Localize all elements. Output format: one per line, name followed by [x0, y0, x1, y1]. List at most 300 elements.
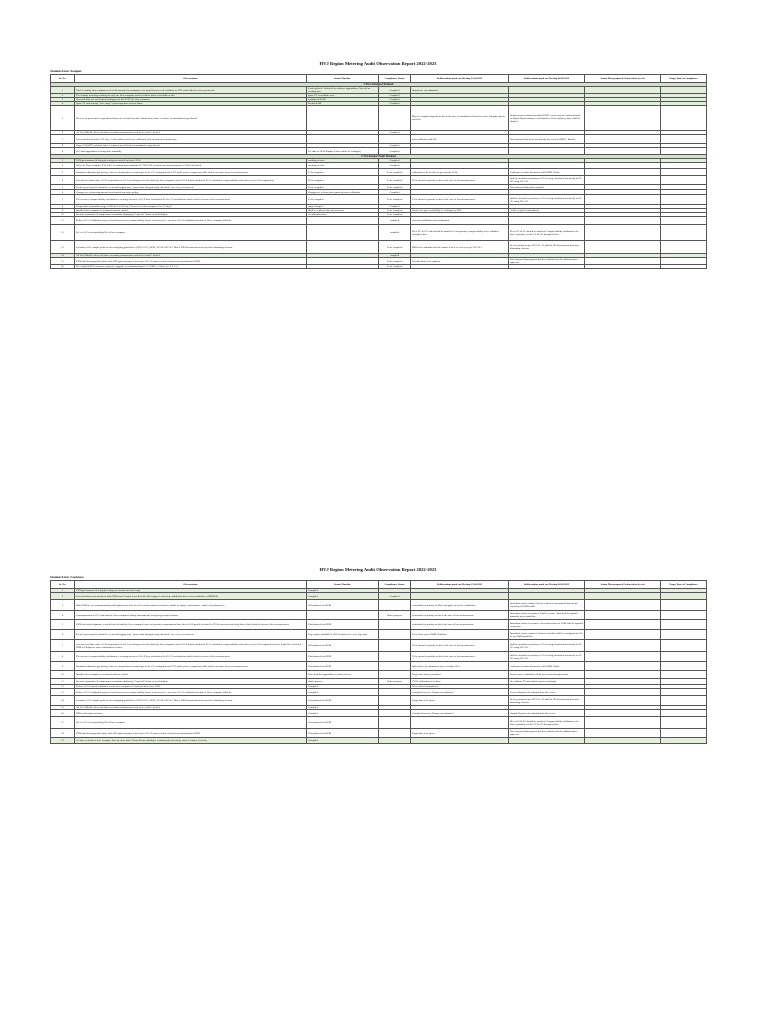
- cell-td: [661, 662, 707, 671]
- cell-comp: Complied: [379, 94, 411, 98]
- table-row: [51, 689, 707, 696]
- cell-ap: [585, 176, 661, 185]
- table-row: [51, 241, 707, 254]
- cell-d2: Action required immediately.: [509, 209, 585, 213]
- cell-d2: Ensure spare availability till the procurement/replacement: [509, 671, 585, 679]
- cell-status: Complied: [307, 706, 379, 710]
- table-header: [51, 75, 707, 83]
- cell-td: [661, 652, 707, 662]
- cell-comp: Complied: [379, 102, 411, 106]
- cell-d2: shall be attended on priority as 2% is being calculated incorrectly in FC FC using CO=0%.: [509, 195, 585, 205]
- cell-comp: To be complied: [379, 176, 411, 185]
- table-row: [51, 148, 707, 155]
- cell-status: Note shall the upgradation is under process: [307, 671, 379, 679]
- cell-d2: Zh of GC & FC should be matched. Compressibility validation to be done separately for the FC & GC through kelton.: [509, 717, 585, 729]
- cell-no: 5: [51, 185, 75, 190]
- cell-ap: [585, 258, 661, 265]
- cell-no: 14: [51, 254, 75, 258]
- cell-status: Rectified/OK: [307, 102, 379, 106]
- cell-status: Complied: [307, 710, 379, 717]
- cell-status: Visit planned for OEM: [307, 696, 379, 706]
- cell-ap: [585, 620, 661, 630]
- cell-status: [307, 225, 379, 241]
- cell-status: [307, 106, 379, 131]
- cell-status: To be complied: [307, 169, 379, 176]
- cell-status: Complied: [307, 738, 379, 744]
- cell-obs: It is observed that value of CO composition of GC is not being received in both the flow computers and AGA 8 details method in FC is calculated compressibility with value as zero CO composition.: [75, 176, 307, 185]
- table-row: [51, 611, 707, 620]
- cell-ap: [585, 652, 661, 662]
- cell-no: 19: [51, 738, 75, 744]
- cell-d1: PT Re calibration to be done.: [411, 679, 509, 685]
- cell-d2: Requirement of annual/monthly RFM's review may be explored based on Quant/Quant analysis of last Quarter. If not required, same shall be flushed.: [509, 106, 585, 131]
- cell-obs: Standard calibration gas having a diverse composition to natural gas in the GC configured and GCV under power compensate table which can cause incorrect measurement.: [75, 662, 307, 671]
- cell-obs: Pressure transmitter & temperature transmitter displaying “loop fail” alarm on local display.: [75, 679, 307, 685]
- cell-d2: Audit para is under discussion with CMSL Noida: [509, 662, 585, 671]
- cell-comp: complied: [379, 254, 411, 258]
- cell-comp: Complied: [379, 98, 411, 102]
- column-header: Action Plan proposed/Action taken by site: [585, 75, 661, 83]
- cell-d1: Target date may be provided: [411, 671, 509, 679]
- cell-status: Under process: [307, 679, 379, 685]
- cell-d1: [411, 717, 509, 729]
- observation-table: [50, 580, 707, 744]
- cell-no: 16: [51, 710, 75, 717]
- cell-td: [661, 258, 707, 265]
- cell-obs: USM stud having profiler plate with 10D upstream pipe is not as per AGA 9 same needs to clarify from manufacturer/OEM.: [75, 258, 307, 265]
- cell-no: 12: [51, 225, 75, 241]
- cell-td: [661, 241, 707, 254]
- cell-ap: [585, 738, 661, 744]
- table-row: [51, 593, 707, 600]
- cell-comp: [379, 671, 411, 679]
- cell-no: 1: [51, 159, 75, 163]
- cell-no: 7: [51, 195, 75, 205]
- cell-no: 6: [51, 630, 75, 640]
- table-row: [51, 671, 707, 679]
- cell-comp: [379, 600, 411, 611]
- cell-status: [307, 135, 379, 144]
- cell-status: as calibration done: [307, 213, 379, 217]
- cell-obs: USM real actual signature is not defined in both the flow computer hence no potentry compensation done this is SGS pacific deviated in FC & correction not being done which leads to incorrect flow measurement.: [75, 620, 307, 630]
- cell-status: To be complied: [307, 185, 379, 190]
- cell-d1: Target date to be given: [411, 696, 509, 706]
- cell-status: Visit planned for OEM: [307, 600, 379, 611]
- cell-td: [661, 135, 707, 144]
- cell-obs: Kelton AGA 9 validation report is found incorrect as compressibility factor is incorrect (i.e. not from AGA 8 validation but data of Flow computer utilised).: [75, 217, 307, 225]
- column-header: Sr. No.: [51, 75, 75, 83]
- cell-d1: corrected validation report submitted.: [411, 217, 509, 225]
- cell-no: 3: [51, 169, 75, 176]
- cell-ap: [585, 689, 661, 696]
- table-row: [51, 600, 707, 611]
- cell-ap: [585, 593, 661, 600]
- cell-no: 11: [51, 679, 75, 685]
- table-row: [51, 169, 707, 176]
- cell-comp: [379, 738, 411, 744]
- cell-comp: To be complied: [379, 265, 411, 269]
- table-row: [51, 738, 707, 744]
- cell-td: [661, 106, 707, 131]
- cell-d2: shall be attended on priority as 2% is being calculated incorrectly in FC FC using CO=0%.: [509, 640, 585, 652]
- cell-obs: The installed RTU elements required to upgrade for minimum band 1.1/ 2 DIPS, [ Clause no. 4.1.1.1]: [75, 265, 307, 269]
- cell-d1: to attended on priority as this is the case of loss measurement: [411, 611, 509, 620]
- cell-obs: Spare ST card bearing “over range” system/question system alarm.: [75, 102, 307, 106]
- cell-comp: To be complied: [379, 258, 411, 265]
- column-header: Deliberations made on Meeting 15.04.2023: [411, 581, 509, 589]
- cell-status: range changed: [307, 205, 379, 209]
- cell-status: [307, 611, 379, 620]
- cell-obs: USM performance & integrity testing not carried out since 2016.: [75, 159, 307, 163]
- cell-d2: Site informed that proposal has been initiated for the administrative approval: [509, 729, 585, 738]
- cell-obs: RTD verification not done.: [75, 710, 307, 717]
- cell-obs: Communication of GC with both the flow computers failing intermittently and giving frequent alarms.: [75, 611, 307, 620]
- cell-comp: complied: [379, 217, 411, 225]
- cell-status: configured & OK: [307, 98, 379, 102]
- cell-ap: [585, 696, 661, 706]
- cell-obs: Location of GC sample probe is not complying guidelines of ISO 10715 (API6, 2/10 & API 14.1 That is 20D downstream from any flow disturbing element.: [75, 696, 307, 706]
- cell-ap: [585, 135, 661, 144]
- cell-comp: [379, 729, 411, 738]
- cell-d1: [411, 148, 509, 155]
- cell-comp: [379, 106, 411, 131]
- cell-no: 15: [51, 258, 75, 265]
- cell-td: [661, 689, 707, 696]
- cell-d1: Provide status to be updated: [411, 258, 509, 265]
- cell-td: [661, 600, 707, 611]
- cell-d2: Sample Report to be submitted for the review: [509, 710, 585, 717]
- cell-obs: Changeover of metering stream is not carried out as per policy.: [75, 190, 307, 195]
- cell-td: [661, 729, 707, 738]
- cell-no: 17: [51, 717, 75, 729]
- cell-no: 4: [51, 176, 75, 185]
- cell-d1: Complied however, Report not submitted: [411, 689, 509, 696]
- cell-obs: GC time is ahead of flow computer time by more than 5 hours & time drifting is continuously increasing, same is require to rectify.: [75, 738, 307, 744]
- cell-d2: Site informed that meter has already been sent to RMPC, Baroda.: [509, 135, 585, 144]
- cell-comp: Complied: [379, 144, 411, 148]
- cell-td: [661, 611, 707, 620]
- cell-d1: [411, 265, 509, 269]
- table-header: [51, 581, 707, 589]
- report-title: HVJ Region Metering Audit Observation Report 2022-2023: [319, 61, 437, 66]
- cell-obs: G.C data upgradation is being done manually.: [75, 148, 307, 155]
- cell-status: Spare FC is available now.: [307, 94, 379, 98]
- cell-d1: To be attend on priority as this is the case of loss measurement: [411, 640, 509, 652]
- cell-td: [661, 148, 707, 155]
- cell-ap: [585, 265, 661, 269]
- cell-d1: [411, 593, 509, 600]
- cell-td: [661, 671, 707, 679]
- cell-ap: [585, 729, 661, 738]
- cell-obs: It is found that connectivity of both USM from Control room & field with Logtop is not being established due to non availability of MODEM.: [75, 593, 307, 600]
- cell-obs: Event log not specific about the event and logging only “power data changed using edit mode” for every event access.: [75, 630, 307, 640]
- cell-no: 10: [51, 671, 75, 679]
- table-row: [51, 135, 707, 144]
- cell-obs: It is found that bolt-dev 100 class, 1 inch turbine meters are calibrated with air instead of natural gas.: [75, 135, 307, 144]
- cell-comp: Complied: [379, 87, 411, 94]
- cell-obs: Both USM are not communicating with laptop from field as well as from control room hence unable to analyse performance, audit events,alarms etc.: [75, 600, 307, 611]
- column-header: Compliance Status: [379, 75, 411, 83]
- cell-obs: Event log not specific about the event and logging only “power data changed using edit mode” for every event access.: [75, 185, 307, 190]
- cell-d2: Immediate action required for the rederal of operational data for the checking of USM health.: [509, 600, 585, 611]
- table-row: [51, 630, 707, 640]
- cell-comp: [379, 696, 411, 706]
- cell-comp: Complied: [379, 163, 411, 169]
- cell-obs: Standard calibration gas having a diverse composition to natural gas in the GC configured and GCV under power compensate table which can cause incorrect measurement.: [75, 169, 307, 176]
- cell-status: [307, 265, 379, 269]
- cell-obs: All Gas 20th/40 valves and other secondary instruments needs to be sealed / locked.: [75, 131, 307, 135]
- cell-ap: [585, 630, 661, 640]
- cell-no: 16: [51, 265, 75, 269]
- cell-d2: [509, 217, 585, 225]
- table-row: [51, 195, 707, 205]
- report-page-2: [50, 566, 706, 744]
- cell-d1: To be attend on priority as this is the case of loss measurement.: [411, 195, 509, 205]
- cell-status: Visit planned for OEM: [307, 717, 379, 729]
- cell-no: 6: [51, 190, 75, 195]
- cell-comp: [379, 620, 411, 630]
- cell-ap: [585, 106, 661, 131]
- cell-obs: It is observed that value of CO composition of GC is not being received in both the flow computers and AGA 8 details method in FC is calculated compressibility with value as zero CO composition hence it shall be verified at RFM to Pholpus as same confirmation is there.: [75, 640, 307, 652]
- cell-d2: shall be attended on priority as 2% is being calculated incorrectly in FC FC using CO=0%.: [509, 652, 585, 662]
- cell-status: Complied: [307, 589, 379, 593]
- cell-obs: Temperature transmitter range is 300 Kr/T to 80 deg C however in flowcomputers 0 to 75 deg C.: [75, 205, 307, 209]
- cell-comp: [379, 710, 411, 717]
- cell-d1: To be done as per O&M Guideline: [411, 630, 509, 640]
- cell-ap: [585, 611, 661, 620]
- cell-td: [661, 710, 707, 717]
- cell-obs: Installed flow computer is technical obsolete model.: [75, 209, 307, 213]
- cell-d2: Immediate action is required. Until fix source, data shall be updated manually as per guideline.: [509, 611, 585, 620]
- observation-table: [50, 74, 707, 269]
- cell-no: 1: [51, 589, 75, 593]
- cell-status: Complied: [307, 593, 379, 600]
- table-row: [51, 265, 707, 269]
- cell-ap: [585, 217, 661, 225]
- cell-no: 13: [51, 689, 75, 696]
- cell-ap: [585, 717, 661, 729]
- table-row: [51, 258, 707, 265]
- cell-d1: R&D to be submitted for the further review or review as per API 14.1: [411, 241, 509, 254]
- cell-d2: Review points as per API 14.1. To shall be 5D downstream from any disturbing element.: [509, 241, 585, 254]
- cell-status: Complied: [307, 685, 379, 689]
- cell-d2: shall be attended on priority as 2% is being calculated incorrectly in FC FC using CO=0%.: [509, 176, 585, 185]
- column-header: Observations: [75, 581, 307, 589]
- cell-status: working on now: [307, 163, 379, 169]
- cell-d2: [509, 87, 585, 94]
- cell-d2: Correct Report to be submitted for the review: [509, 689, 585, 696]
- cell-obs: The incorrect compressibility calculation is creating incorrect AGA 9 flow calculation & AGA 10 calculations which leads to incorrect flow measurement.: [75, 195, 307, 205]
- cell-td: [661, 87, 707, 94]
- cell-comp: To be complied: [379, 185, 411, 190]
- table-row: [51, 717, 707, 729]
- cell-no: 10: [51, 213, 75, 217]
- cell-d2: Site informed that proposal has been initiated for the administrative approval: [509, 258, 585, 265]
- cell-comp: Under progress: [379, 679, 411, 685]
- table-row: [51, 640, 707, 652]
- cell-no: 8: [51, 205, 75, 209]
- cell-d1: Ensure the spare availability or contingency SOP.: [411, 209, 509, 213]
- cell-comp: complied: [379, 225, 411, 241]
- cell-no: 3: [51, 600, 75, 611]
- cell-d1: Reports are not submitted.: [411, 87, 509, 94]
- section-title: CTGS Achalganj Terminal: [51, 83, 707, 87]
- cell-ap: [585, 710, 661, 717]
- column-header: Compliance Status: [379, 581, 411, 589]
- cell-no: 9: [51, 209, 75, 213]
- cell-ap: [585, 640, 661, 652]
- cell-no: 7: [51, 135, 75, 144]
- cell-no: 8: [51, 144, 75, 148]
- cell-comp: Complied: [379, 131, 411, 135]
- cell-status: [307, 258, 379, 265]
- cell-obs: Proper TAP,OFF isolation valve is required to seal/lock for unauthorized gas thread.: [75, 144, 307, 148]
- table-row: [51, 710, 707, 717]
- cell-no: 4: [51, 611, 75, 620]
- column-header: Sr. No.: [51, 581, 75, 589]
- cell-no: 12: [51, 685, 75, 689]
- cell-status: Visit planned for OEM: [307, 620, 379, 630]
- cell-comp: [379, 652, 411, 662]
- cell-td: [661, 738, 707, 744]
- cell-no: 7: [51, 640, 75, 652]
- cell-d2: Immediate action is required. correction factors in USM shall be updated on priority.: [510, 621, 583, 628]
- cell-status: Visit planned for OEM: [307, 662, 379, 671]
- table-row: [51, 176, 707, 185]
- cell-ap: [585, 600, 661, 611]
- cell-td: [661, 696, 707, 706]
- column-header: Status/Timeline: [307, 581, 379, 589]
- cell-no: 9: [51, 148, 75, 155]
- cell-d2: Site informed that point complied: [509, 185, 585, 190]
- cell-ap: [585, 662, 661, 671]
- cell-d1: Target date to be given: [411, 729, 509, 738]
- cell-status: Visit planned for OEM: [307, 729, 379, 738]
- section-title: CTGS Kanpur Panki Terminal: [51, 155, 707, 159]
- cell-comp: To be complied: [379, 213, 411, 217]
- cell-d2: Review points as per API 14.1. To shall be 5D downstream from any disturbing element.: [509, 696, 585, 706]
- cell-obs: USM stud having profiler plate with 10D upstream pipe is not as per AGA 9 same needs to clarify from manufacturer/OEM.: [75, 729, 307, 738]
- cell-d2: [509, 738, 585, 744]
- cell-obs: There is no protection for gas thread from rain ear/rated by their instant hence there is chance of unauthorized gas thread.: [75, 106, 307, 131]
- cell-obs: Installed flow computer is technical obsolete model.: [75, 671, 307, 679]
- cell-comp: [379, 640, 411, 652]
- cell-comp: Complied: [379, 148, 411, 155]
- cell-obs: Total 3 custody flow computers out of 06 custody flowcomputers are found in power off condition as UPS cards failed as conveyed by site.: [75, 87, 307, 94]
- cell-comp: Under progress: [379, 611, 411, 620]
- cell-obs: Only one Flow computer (FQ 1001) is working and redundant FC FQI 1002 is found non-functioning due to UPS card failed.: [75, 163, 307, 169]
- cell-d2: Zh of GC & FC should be matched. Compressibility validation to be done separately for the FC & GC through kelton.: [509, 225, 585, 241]
- cell-comp: To be complied: [379, 209, 411, 213]
- cell-obs: Kelton AGA 9 validation report is found incorrect as compressibility factor is incorrect (i.e. not from AGA 8 validation but data of Flow computer utilised).: [75, 689, 307, 696]
- column-header: Deliberations made on Meeting 04.08.2023: [509, 581, 585, 589]
- cell-comp: [379, 662, 411, 671]
- cell-ap: [585, 225, 661, 241]
- cell-obs: Do’s of GC is not matching Zh of flow computer.: [75, 717, 307, 729]
- cell-d1: Zh of FC & GC both should be matched. Consequently compressibility to be validated through kelton.: [411, 225, 509, 241]
- cell-no: 8: [51, 652, 75, 662]
- cell-ap: [585, 169, 661, 176]
- cell-td: [661, 593, 707, 600]
- cell-td: [661, 169, 707, 176]
- cell-no: 3: [51, 98, 75, 102]
- cell-td: [661, 630, 707, 640]
- column-header: Observations: [75, 75, 307, 83]
- cell-d1: to be carried out quarterly: [411, 685, 509, 689]
- cell-status: To be complied: [307, 176, 379, 185]
- cell-d1: Split ratio to be maintained as per circular 2014: [411, 662, 509, 671]
- cell-td: [661, 640, 707, 652]
- table-row: [51, 729, 707, 738]
- cell-no: 4: [51, 102, 75, 106]
- cell-td: [661, 195, 707, 205]
- table-row: [51, 225, 707, 241]
- cell-no: 2: [51, 94, 75, 98]
- cell-comp: Complied: [379, 190, 411, 195]
- cell-td: [661, 176, 707, 185]
- column-header: Action Plan proposed/Action taken by site: [585, 581, 661, 589]
- cell-d1: [411, 738, 509, 744]
- cell-status: working on now: [307, 159, 379, 163]
- cell-d1: Complied however, Report not submitted: [411, 710, 509, 717]
- table-row: [51, 87, 707, 94]
- cell-obs: Do’s of GC is not matching Zh of flow computer.: [75, 225, 307, 241]
- column-header: Deliberations made on Meeting 04.08.2023: [509, 75, 585, 83]
- cell-d1: To be attend on priority as this is the case of loss measurement: [411, 652, 509, 662]
- cell-ap: [585, 195, 661, 205]
- cell-status: Shall be replaced after procurement: [307, 209, 379, 213]
- station-label: Station/Area: Lucknow: [50, 575, 84, 579]
- cell-comp: Complied: [379, 159, 411, 163]
- cell-no: 1: [51, 87, 75, 94]
- cell-obs: The incorrect compressibility calculation is creating incorrect AGA 9 flow calculation & AGA 10 calculations which leads to incorrect flow measurement.: [75, 652, 307, 662]
- cell-status: Log register available at USS Lucknow for every log entry.: [307, 630, 379, 640]
- cell-d2: [509, 148, 585, 155]
- cell-status: [307, 217, 379, 225]
- cell-comp: [379, 717, 411, 729]
- column-header: Status/Timeline: [307, 75, 379, 83]
- station-label: Station/Area: Kanpur: [50, 69, 82, 73]
- cell-status: Visit planned for OEM: [307, 640, 379, 652]
- cell-comp: To be complied: [379, 241, 411, 254]
- cell-ap: [585, 671, 661, 679]
- cell-td: [661, 717, 707, 729]
- cell-comp: Complied: [379, 205, 411, 209]
- cell-d1: to be calibrated with NG: [411, 135, 509, 144]
- cell-d2: Audit para is under discussion with CMSL Noida: [509, 169, 585, 176]
- cell-d1: To be attend on priority as this is the case of loss measurement.: [411, 176, 509, 185]
- table-row: [51, 652, 707, 662]
- cell-td: [661, 265, 707, 269]
- table-row: [51, 696, 707, 706]
- cell-comp: [379, 689, 411, 696]
- cell-status: Card replaced / followed by software upgradation. Now all are working fine.: [307, 87, 379, 94]
- cell-obs: Kelton AGA 8 details validation for the flow computer is found not done since 2022.: [75, 685, 307, 689]
- cell-no: 2: [51, 593, 75, 600]
- cell-no: 2: [51, 163, 75, 169]
- cell-status: Changeover is being done quarterly after calibration: [307, 190, 379, 195]
- column-header: Target Date of Compliance: [661, 75, 707, 83]
- cell-obs: The custody metering working on only one flow computer and not critical spare is available at site.: [75, 94, 307, 98]
- cell-ap: [585, 148, 661, 155]
- cell-status: Visit planned for OEM: [307, 652, 379, 662]
- cell-td: [661, 620, 707, 630]
- cell-d2: Re-calibrate PT and submit report accordingly: [509, 679, 585, 685]
- cell-d2: Immediate action required. Alarm/event table shall be configured in FCs as per O&M guideline.: [509, 630, 585, 640]
- table-row: [51, 217, 707, 225]
- cell-obs: Location of GC sample probe is not complying guidelines of ISO 10715 (API6, 2/10 & API 14.1 That is 20D downstream from any flow disturbing element.: [75, 241, 307, 254]
- cell-d1: to attended on priority as this is the case of loss measurement: [411, 620, 509, 630]
